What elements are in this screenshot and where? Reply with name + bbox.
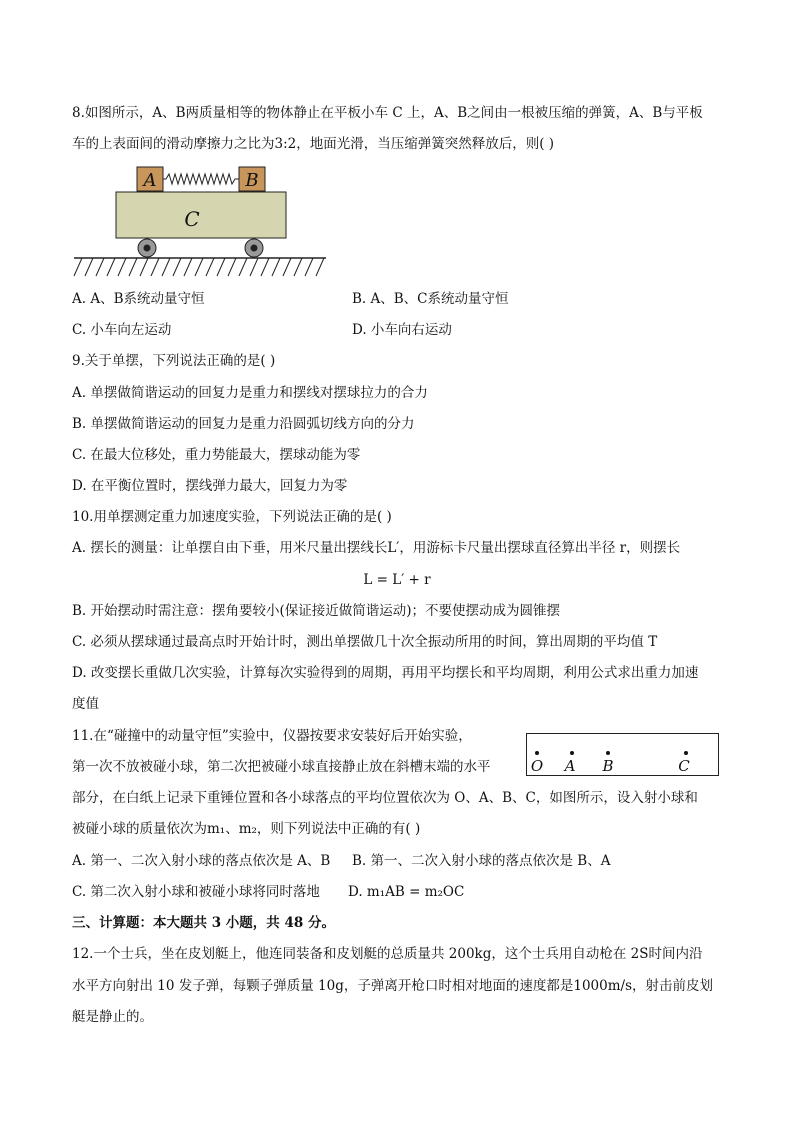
q11-figure-landing-points [526, 733, 720, 777]
q8-option-b: B. A、B、C系统动量守恒 [352, 291, 509, 307]
q8-stem-line1: 8.如图所示，A、B两质量相等的物体静止在平板小车 C 上，A、B之间由一根被压缩的弹簧，A、B与平板 [72, 105, 703, 121]
q10-stem: 10.用单摆测定重力加速度实验，下列说法正确的是( ) [72, 509, 392, 525]
ground-hatch [74, 258, 324, 276]
q11-option-c: C. 第二次入射小球和被碰小球将同时落地 [72, 884, 320, 900]
q12-stem-line2: 水平方向射出 10 发子弹，每颗子弹质量 10g，子弹离开枪口时相对地面的速度都是1000m/s，射击前皮划 [72, 978, 714, 994]
q10-option-d-line1: D. 改变摆长重做几次实验，计算每次实验得到的周期，再用平均摆长和平均周期，利用公式求出重力加速 [72, 665, 699, 681]
q10-option-a: A. 摆长的测量：让单摆自由下垂，用米尺量出摆线长L′，用游标卡尺量出摆球直径算出半径 r，则摆长 [72, 540, 681, 556]
block-a-label: A [143, 170, 157, 191]
q11-stem-line4: 被碰小球的质量依次为m₁、m₂，则下列说法中正确的有( ) [72, 821, 421, 837]
point-a [570, 751, 574, 755]
q8-option-a: A. A、B系统动量守恒 [72, 291, 205, 307]
q8-figure-cart [70, 164, 332, 280]
spring-icon [163, 174, 239, 184]
q9-option-b: B. 单摆做简谐运动的回复力是重力沿圆弧切线方向的分力 [72, 416, 415, 432]
section-3-title: 三、计算题：本大题共 3 小题，共 48 分。 [72, 915, 335, 931]
q10-option-c: C. 必须从摆球通过最高点时开始计时，测出单摆做几十次全振动所用的时间，算出周期的平均值 T [72, 634, 658, 650]
point-c [684, 751, 688, 755]
q11-option-a: A. 第一、二次入射小球的落点依次是 A、B [72, 853, 331, 869]
cart-body [116, 192, 286, 238]
point-o [535, 751, 539, 755]
label-b: B [602, 757, 614, 775]
block-b-label: B [245, 170, 259, 191]
point-b [606, 751, 610, 755]
q11-stem-line2: 第一次不放被碰小球，第二次把被碰小球直接静止放在斜槽末端的水平 [72, 759, 491, 775]
cart-label: C [184, 207, 200, 231]
q8-stem-line2: 车的上表面间的滑动摩擦力之比为3:2，地面光滑，当压缩弹簧突然释放后，则( ) [72, 136, 555, 152]
label-a: A [564, 757, 576, 775]
q8-option-d: D. 小车向右运动 [352, 322, 452, 338]
q11-option-d: D. m₁AB = m₂OC [348, 884, 465, 900]
label-o: O [530, 757, 544, 775]
wheel-left-icon [138, 239, 156, 257]
q9-option-d: D. 在平衡位置时，摆线弹力最大，回复力为零 [72, 478, 348, 494]
q8-option-c: C. 小车向左运动 [72, 322, 172, 338]
q11-option-b: B. 第一、二次入射小球的落点依次是 B、A [352, 853, 611, 869]
q11-stem-line1: 11.在“碰撞中的动量守恒”实验中，仪器按要求安装好后开始实验， [72, 728, 472, 744]
q10-formula: L = L′ + r [363, 572, 431, 588]
label-c: C [678, 757, 690, 775]
q9-option-c: C. 在最大位移处，重力势能最大，摆球动能为零 [72, 447, 361, 463]
q12-stem-line3: 艇是静止的。 [72, 1009, 153, 1025]
q9-option-a: A. 单摆做简谐运动的回复力是重力和摆线对摆球拉力的合力 [72, 385, 428, 401]
q12-stem-line1: 12.一个士兵，坐在皮划艇上，他连同装备和皮划艇的总质量共 200kg，这个士兵用自动枪在 2S时间内沿 [72, 946, 703, 962]
q10-option-d-line2: 度值 [72, 696, 99, 712]
q11-stem-line3: 部分，在白纸上记录下重锤位置和各小球落点的平均位置依次为 O、A、B、C，如图所示，设入射小球和 [72, 790, 698, 806]
q10-option-b: B. 开始摆动时需注意：摆角要较小(保证接近做简谐运动)；不要使摆动成为圆锥摆 [72, 603, 561, 619]
q9-stem: 9.关于单摆，下列说法正确的是( ) [72, 353, 276, 369]
wheel-right-icon [245, 239, 263, 257]
